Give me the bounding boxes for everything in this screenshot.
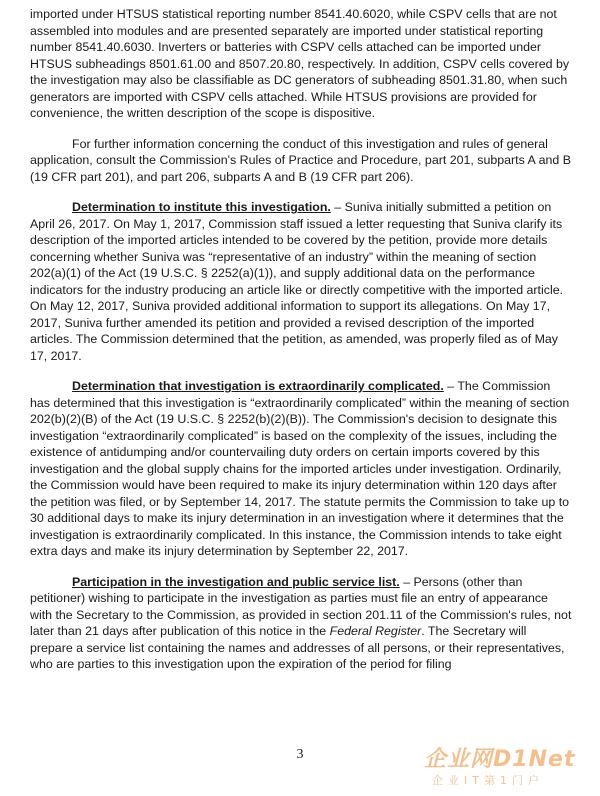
section-body-participation-a: – Persons (other than petitioner) wishing to participate in the investigation as parties must file an entry of appearance with the Secretary to the Commission, as provided in section 201.11 of the Commission's rules, not later than 21 days after publication of this notice in the [30,574,572,638]
section-body-participation-b: . The Secretary will prepare a service list containing the names and addresses of all persons, or their representatives, who are parties to this investigation upon the expiration of the period for filing [30,624,565,671]
section-heading-participation: Participation in the investigation and public service list. [72,574,400,589]
page-number: 3 [296,747,304,762]
federal-register-italic: Federal Register [329,624,422,638]
section-heading-institute: Determination to institute this investigation. [72,200,331,214]
section-body-complicated: – The Commission has determined that this investigation is “extraordinarily complicated” within the meaning of section 202(b)(2)(B) of the Act (19 U.S.C. § 2252(b)(2)(B)). The Commission's decision to designate this investigation “extraordinarily complicated” is based on the complexity of the issues, including the existence of antidumping and/or countervailing duty orders on certain imports covered by this investigation and the global supply chains for the imported articles under investigation. Ordinarily, the Commission would have been required to make its injury determination within 120 days after the petition was filed, or by September 14, 2017. The statute permits the Commission to take up to 30 additional days to make its injury determination in an investigation where it determines that the investigation is extraordinarily complicated. In this instance, the Commission intends to take eight extra days and make its injury determination by September 22, 2017. [30,379,570,558]
section-body-institute: – Suniva initially submitted a petition on April 26, 2017. On May 1, 2017, Commission staff issued a letter requesting that Suniva clarify its description of the imported articles intended to be covered by the petition, provide more details concerning whether Suniva was “representative of an industry” within the meaning of section 202(a)(1) of the Act (19 U.S.C. § 2252(a)(1)), and supply additional data on the performance indicators for the industry producing an article like or directly competitive with the imported article. On May 12, 2017, Suniva provided additional information to support its allegations. On May 17, 2017, Suniva further amended its petition and provided a revised description of the imported articles. The Commission determined that the petition, as amended, was properly filed as of May 17, 2017. [30,200,564,363]
watermark-brand: 企业网D1Net [424,747,576,772]
watermark-tagline: 企业IT第1门户 [432,774,544,787]
watermark-logo [424,742,594,792]
section-heading-complicated: Determination that investigation is extraordinarily complicated. [72,379,444,393]
document-page [30,6,572,687]
paragraph-determination-to-institute [30,199,572,364]
paragraph-participation [30,574,572,673]
paragraph-extraordinarily-complicated [30,378,572,560]
paragraph-scope-continuation: imported under HTSUS statistical reporting number 8541.40.6020, while CSPV cells that are not assembled into modules and are presented separately are imported under statistical reporting number 8541.40.6030. Inverters or batteries with CSPV cells attached can be imported under HTSUS subheadings 8501.61.00 and 8507.20.80, respectively. In addition, CSPV cells covered by the investigation may also be classifiable as DC generators of subheading 8501.31.80, when such generators are imported with CSPV cells attached. While HTSUS provisions are provided for convenience, the written description of the scope is dispositive. [30,7,570,120]
paragraph-further-information: For further information concerning the conduct of this investigation and rules of general application, consult the Commission's Rules of Practice and Procedure, part 201, subparts A and B (19 CFR part 201), and part 206, subparts A and B (19 CFR part 206). [30,136,571,184]
